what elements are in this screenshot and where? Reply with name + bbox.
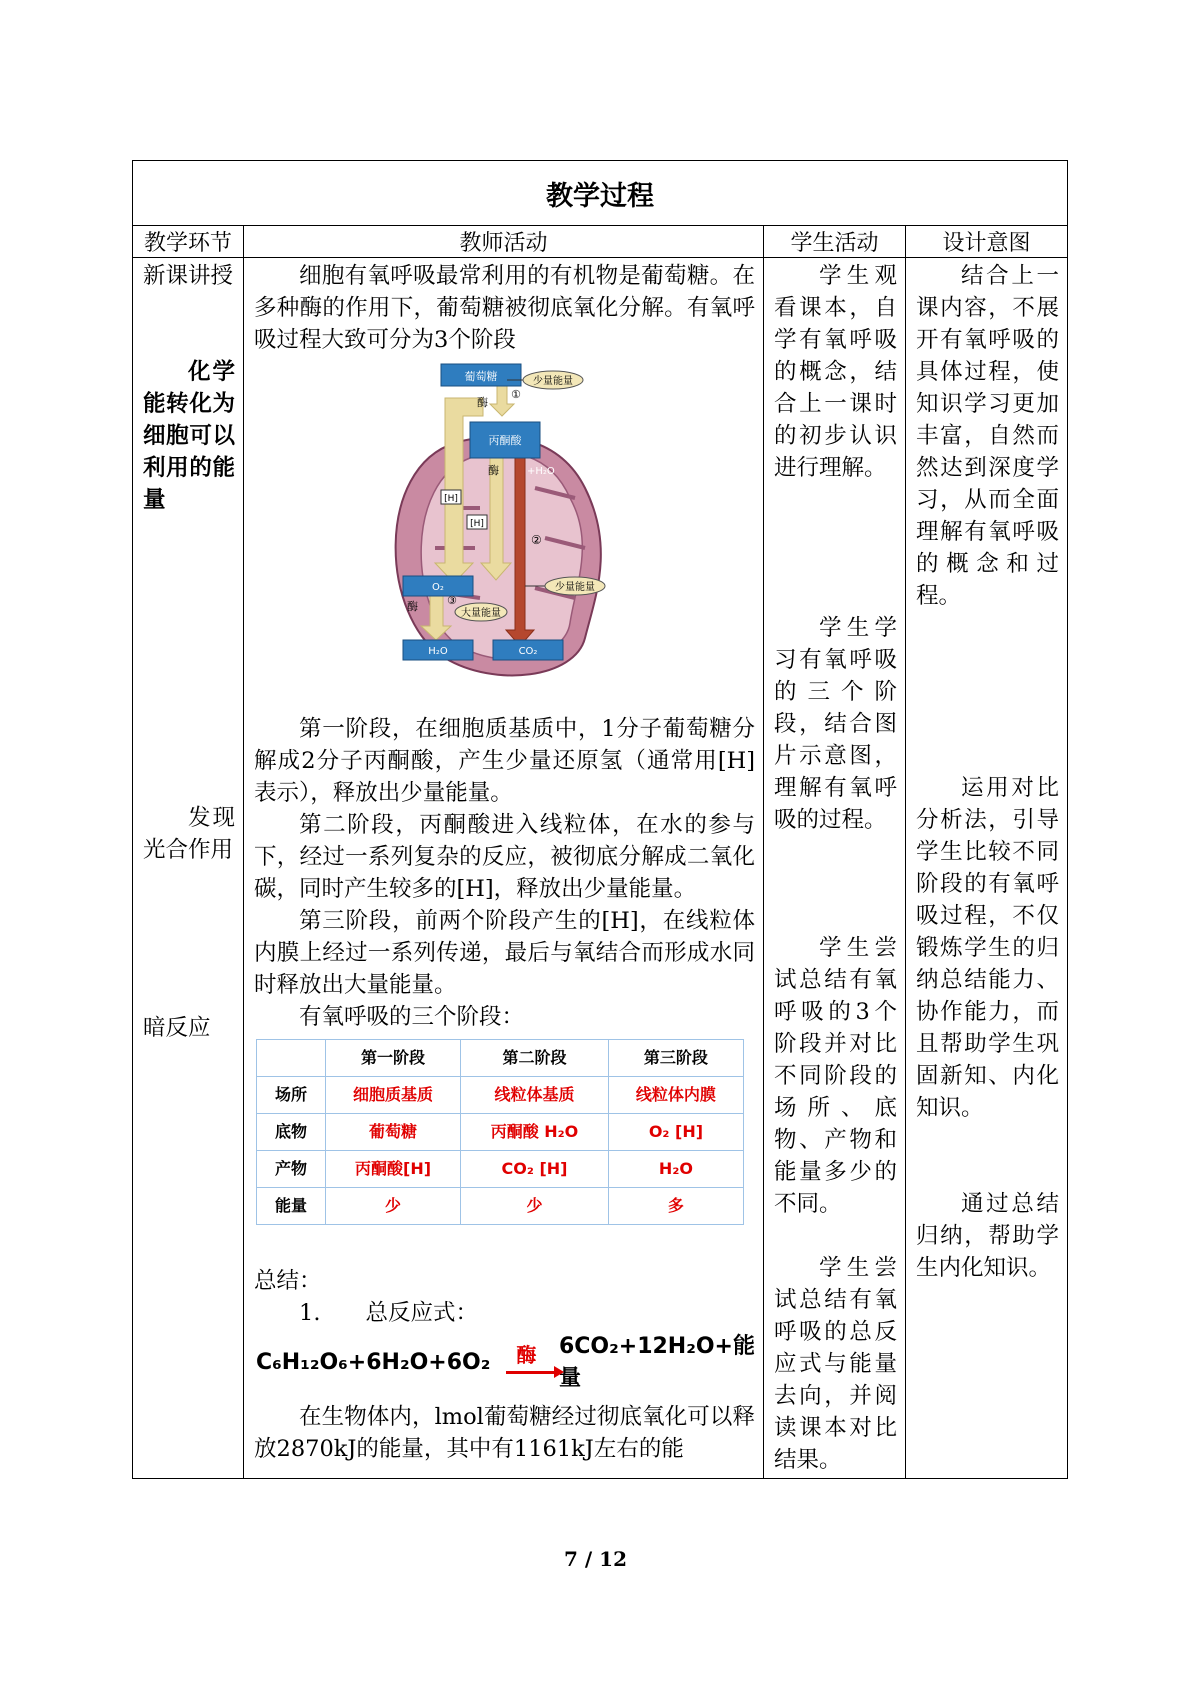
design-intent-2: 运用对比分析法，引导学生比较不同阶段的有氧呼吸过程，不仅锻炼学生的归纳总结能力、协作能力，而且帮助学生巩固新知、内化知识。: [916, 775, 1059, 1121]
stage-column: [133, 258, 244, 1479]
label-large-energy: 大量能量: [460, 608, 501, 619]
stage-energy-conversion: 化学能转化为细胞可以利用的能量: [143, 359, 235, 513]
label-small-energy-1: 少量能量: [532, 376, 573, 387]
cell: 丙酮酸 H₂O: [461, 1114, 609, 1151]
stage-new-lesson: 新课讲授: [143, 263, 234, 289]
header-teaching-stage: 教学环节: [133, 226, 244, 258]
stage2-paragraph: 第二阶段，丙酮酸进入线粒体，在水的参与下，经过一系列复杂的反应，被彻底分解成二氧化碳，同时产生较多的[H]，释放出少量能量。: [254, 812, 755, 902]
cell: 葡萄糖: [326, 1114, 461, 1151]
cell: O₂ [H]: [608, 1114, 743, 1151]
label-enzyme-1: 酶: [476, 396, 488, 409]
label-h2o: H₂O: [427, 646, 448, 657]
row-label: 能量: [257, 1188, 326, 1225]
cell: CO₂ [H]: [461, 1151, 609, 1188]
closing-paragraph: 在生物体内，lmol葡萄糖经过彻底氧化可以释放2870kJ的能量，其中有1161kJ左右的能: [254, 1404, 755, 1462]
design-intent-1: 结合上一课内容，不展开有氧呼吸的具体过程，使知识学习更加丰富，自然而然达到深度学习，从而全面理解有氧呼吸的概念和过程。: [916, 263, 1059, 609]
design-intent-3: 通过总结归纳，帮助学生内化知识。: [916, 1191, 1059, 1281]
cell: 少: [461, 1188, 609, 1225]
stage-photosynthesis: 发现光合作用: [143, 805, 235, 863]
stage3-paragraph: 第三阶段，前两个阶段产生的[H]，在线粒体内膜上经过一系列传递，最后与氧结合而形成水同时释放出大量能量。: [254, 908, 755, 998]
stage-header-3: 第三阶段: [608, 1040, 743, 1077]
label-water: +H₂O: [526, 466, 555, 477]
label-step-2: ②: [530, 533, 542, 547]
label-h-1: [H]: [443, 494, 458, 504]
label-h-2: [H]: [469, 519, 484, 529]
label-enzyme-3: 酶: [406, 600, 418, 613]
design-intent-column: [906, 258, 1068, 1479]
stage-dark-reaction: 暗反应: [143, 1015, 211, 1041]
stage-header-2: 第二阶段: [461, 1040, 609, 1077]
label-small-energy-2: 少量能量: [554, 582, 595, 593]
label-pyruvate: 丙酮酸: [488, 434, 521, 447]
table-row: [257, 1151, 744, 1188]
teaching-process-table: [132, 160, 1068, 1479]
stage-comparison-table: [256, 1039, 744, 1225]
table-title: 教学过程: [133, 161, 1068, 226]
equation-left: C₆H₁₂O₆+6H₂O+6O₂: [256, 1350, 491, 1375]
table-row: [257, 1114, 744, 1151]
table-row: [257, 1188, 744, 1225]
stage1-paragraph: 第一阶段，在细胞质基质中，1分子葡萄糖分解成2分子丙酮酸，产生少量还原氢（通常用[H]表示），释放出少量能量。: [254, 716, 755, 806]
student-activity-4: 学生尝试总结有氧呼吸的总反应式与能量去向，并阅读课本对比结果。: [774, 1255, 897, 1473]
overall-equation: [256, 1331, 755, 1395]
student-activity-column: [764, 258, 906, 1479]
student-activity-1: 学生观看课本，自学有氧呼吸的概念，结合上一课时的初步认识进行理解。: [774, 263, 897, 481]
stages-title: 有氧呼吸的三个阶段：: [299, 1004, 525, 1030]
row-label: 底物: [257, 1114, 326, 1151]
stage-header-1: 第一阶段: [326, 1040, 461, 1077]
equation-arrow: [506, 1345, 545, 1381]
stage-header-blank: [257, 1040, 326, 1077]
row-label: 场所: [257, 1077, 326, 1114]
cell: 线粒体内膜: [608, 1077, 743, 1114]
equation-right: 6CO₂+12H₂O+能量: [558, 1334, 755, 1391]
equation-enzyme: 酶: [516, 1343, 537, 1367]
header-design-intent: 设计意图: [906, 226, 1068, 258]
label-glucose: 葡萄糖: [464, 370, 497, 383]
label-o2: O₂: [431, 582, 444, 593]
cell: 丙酮酸[H]: [326, 1151, 461, 1188]
student-activity-2: 学生学习有氧呼吸的三个阶段，结合图片示意图，理解有氧呼吸的过程。: [774, 615, 897, 833]
respiration-diagram-svg: [385, 358, 625, 698]
intro-paragraph: 细胞有氧呼吸最常利用的有机物是葡萄糖。在多种酶的作用下，葡萄糖被彻底氧化分解。有氧呼吸过程大致可分为3个阶段: [254, 263, 755, 353]
cell: 多: [608, 1188, 743, 1225]
header-student-activity: 学生活动: [764, 226, 906, 258]
aerobic-respiration-diagram: [254, 358, 755, 707]
row-label: 产物: [257, 1151, 326, 1188]
header-teacher-activity: 教师活动: [244, 226, 764, 258]
page-number: 7 / 12: [564, 1547, 627, 1571]
cell: 线粒体基质: [461, 1077, 609, 1114]
teacher-activity-column: [244, 258, 764, 1479]
label-co2: CO₂: [518, 646, 537, 657]
summary-heading: 总结：: [254, 1268, 322, 1294]
label-step-3: ③: [446, 594, 457, 607]
student-activity-3: 学生尝试总结有氧呼吸的3个阶段并对比不同阶段的场所、底物、产物和能量多少的不同。: [774, 935, 897, 1217]
cell: H₂O: [608, 1151, 743, 1188]
cell: 细胞质基质: [326, 1077, 461, 1114]
table-row: [257, 1077, 744, 1114]
label-step-1: ①: [510, 388, 521, 401]
cell: 少: [326, 1188, 461, 1225]
summary-item: 1. 总反应式：: [299, 1300, 478, 1326]
label-enzyme-2: 酶: [487, 464, 499, 477]
